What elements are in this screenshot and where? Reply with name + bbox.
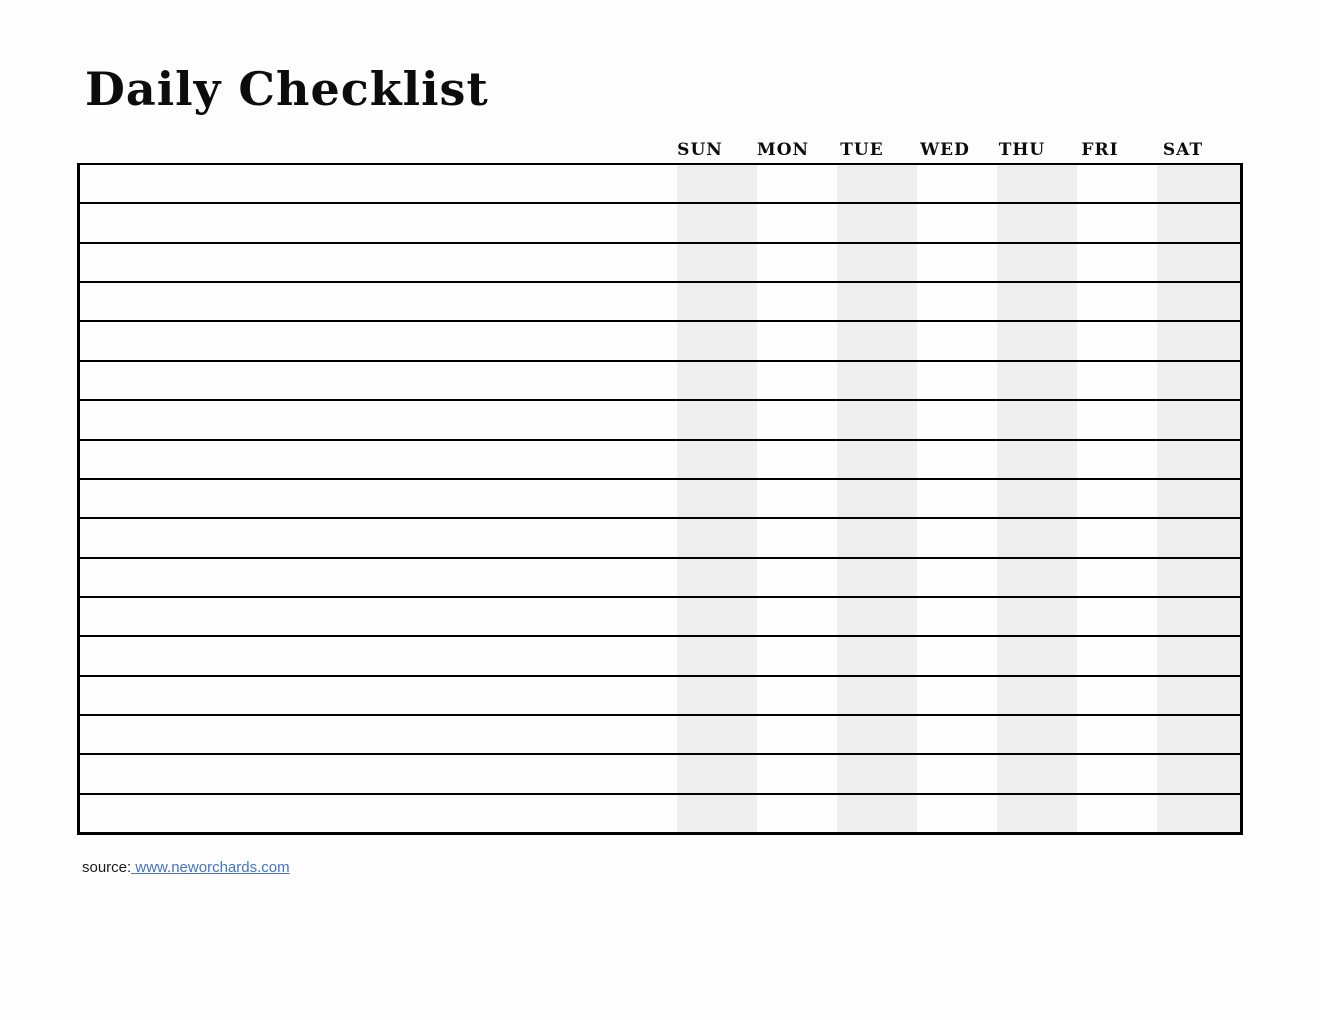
checklist-row	[80, 677, 1240, 716]
day-header-sat: SAT	[1162, 140, 1204, 160]
page-title: Daily Checklist	[85, 62, 489, 116]
source-line	[82, 859, 290, 876]
checklist-row	[80, 204, 1240, 243]
day-header-fri: FRI	[1081, 140, 1119, 160]
source-link[interactable]: www.neworchards.com	[135, 859, 290, 876]
checklist-row	[80, 480, 1240, 519]
checklist-row	[80, 519, 1240, 558]
checklist-row	[80, 401, 1240, 440]
checklist-row	[80, 716, 1240, 755]
checklist-row	[80, 637, 1240, 676]
checklist-rows	[80, 165, 1240, 832]
checklist-row	[80, 244, 1240, 283]
checklist-row	[80, 362, 1240, 401]
checklist-row	[80, 755, 1240, 794]
checklist-table	[77, 163, 1243, 835]
checklist-row	[80, 322, 1240, 361]
checklist-row	[80, 795, 1240, 832]
day-header-mon: MON	[756, 140, 810, 160]
checklist-row	[80, 598, 1240, 637]
checklist-row	[80, 441, 1240, 480]
checklist-row	[80, 559, 1240, 598]
day-header-wed: WED	[920, 140, 970, 160]
checklist-row	[80, 283, 1240, 322]
source-label: source:	[82, 859, 132, 876]
day-header-sun: SUN	[677, 140, 723, 160]
day-header-tue: TUE	[840, 140, 884, 160]
day-header-thu: THU	[998, 140, 1046, 160]
checklist-row	[80, 165, 1240, 204]
day-header-row	[0, 140, 1320, 162]
